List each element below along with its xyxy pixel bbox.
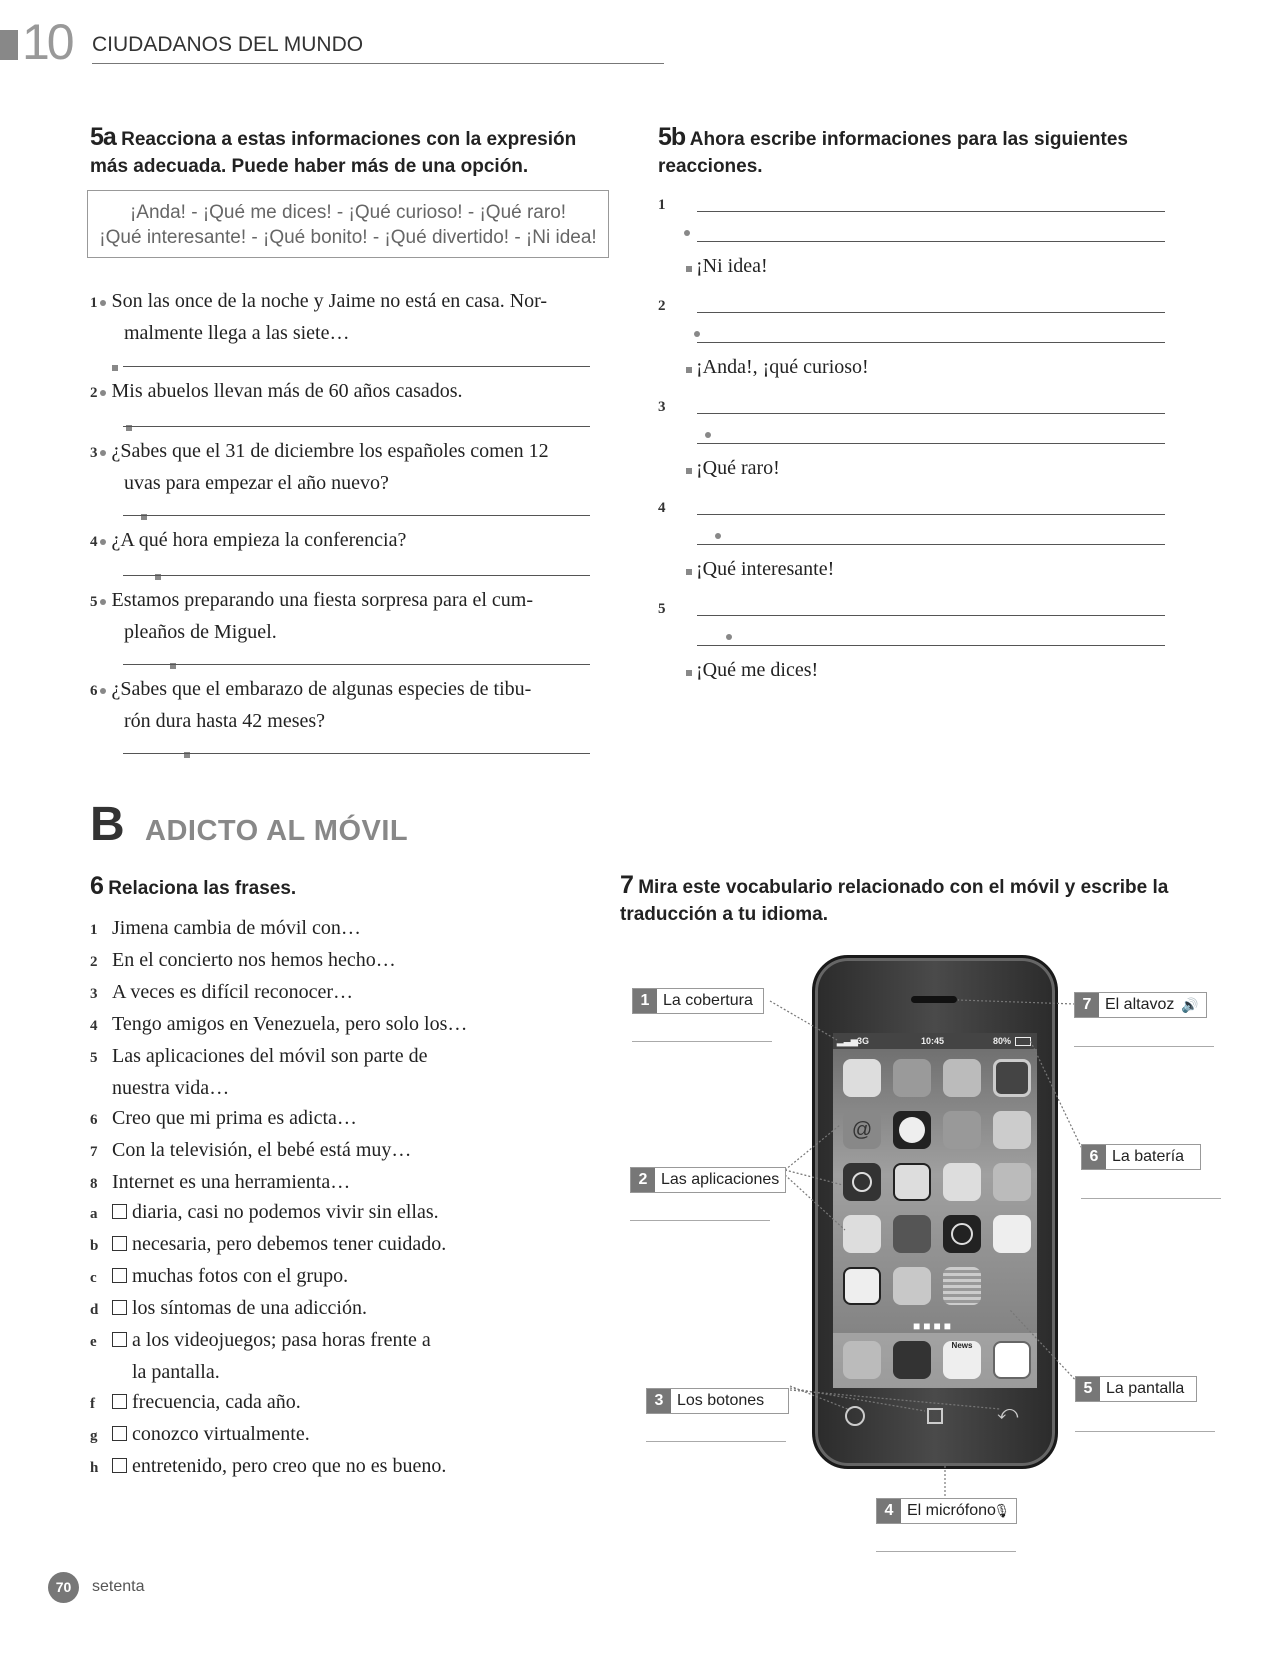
ex6-right-item: f frecuencia, cada año. — [90, 1391, 301, 1413]
ex6-right-item: g conozco virtualmente. — [90, 1423, 310, 1445]
speaker-icon: 🔊 — [1180, 997, 1199, 1013]
label-battery: 6 La batería — [1081, 1144, 1201, 1170]
ex5b-number-4: 4 — [658, 500, 666, 516]
back-button[interactable]: ⤺ — [997, 1402, 1019, 1424]
ex6-right-item: a diaria, casi no podemos vivir sin ellas. — [90, 1201, 439, 1223]
ex5a-item-2: 2 Mis abuelos llevan más de 60 años casados. — [90, 380, 463, 402]
ex6-number: 6 — [90, 872, 103, 900]
ex5b-reaction-2: ¡Anda!, ¡qué curioso! — [686, 352, 869, 382]
answer-line-screen[interactable] — [1075, 1431, 1215, 1432]
clock: 10:45 — [921, 1036, 945, 1046]
section-title: ADICTO AL MÓVIL — [145, 815, 409, 847]
page-number-badge — [48, 1572, 79, 1603]
ex6-right-item: h entretenido, pero creo que no es bueno. — [90, 1455, 447, 1477]
ex5a-instruction: Reacciona a estas informaciones con la expresión más adecuada. Puede haber más de una opción. — [90, 129, 577, 177]
signal-icon: ▂▃▅ — [837, 1036, 858, 1046]
ex5b-number: 5b — [658, 123, 686, 151]
ex6-right-item: b necesaria, pero debemos tener cuidado. — [90, 1233, 447, 1255]
answer-line-microphone[interactable] — [876, 1551, 1016, 1552]
ex6-left-item: 5 Las aplicaciones del móvil son parte de nuestra vida… — [90, 1045, 428, 1099]
battery-level: 80% — [993, 1036, 1012, 1046]
ex6-left-item: 7 Con la televisión, el bebé está muy… — [90, 1139, 412, 1161]
ex5b-number-5: 5 — [658, 601, 666, 617]
ex5b-number-1: 1 — [658, 197, 666, 213]
ex6-left-item: 2 En el concierto nos hemos hecho… — [90, 949, 396, 971]
page-word: setenta — [92, 1578, 145, 1595]
label-microphone: 4 El micrófono 🎙 — [876, 1498, 1017, 1524]
ex5b-reaction-3: ¡Qué raro! — [686, 453, 780, 483]
label-coverage: 1 La cobertura — [632, 988, 764, 1014]
network-type: 3G — [857, 1036, 870, 1046]
page-number: 70 — [55, 1579, 72, 1595]
ex6-left-item: 4 Tengo amigos en Venezuela, pero solo los… — [90, 1013, 468, 1035]
label-buttons: 3 Los botones — [646, 1388, 789, 1414]
page-dots: ■■■■ — [913, 1319, 954, 1333]
ex6-instruction: Relaciona las frases. — [108, 878, 297, 899]
ex5b-reaction-4: ¡Qué interesante! — [686, 554, 834, 584]
answer-line-speaker[interactable] — [1074, 1046, 1214, 1047]
ex5b-number-2: 2 — [658, 298, 666, 314]
ex6-right-item: e a los videojuegos; pasa horas frente a la pantalla. — [90, 1329, 431, 1383]
answer-line-apps[interactable] — [630, 1220, 770, 1221]
ex5a-item-6: 6 ¿Sabes que el embarazo de algunas especies de tibu- rón dura hasta 42 meses? — [90, 678, 532, 732]
unit-title: CIUDADANOS DEL MUNDO — [92, 33, 364, 56]
ex6-left-item: 8 Internet es una herramienta… — [90, 1171, 351, 1193]
answer-line-coverage[interactable] — [632, 1041, 772, 1042]
ex5a-item-4: 4 ¿A qué hora empieza la conferencia? — [90, 529, 407, 551]
ex5a-item-1: 1 Son las once de la noche y Jaime no está en casa. Nor- malmente llega a las siete… — [90, 290, 548, 344]
answer-line-battery[interactable] — [1081, 1198, 1221, 1199]
label-speaker: 7 El altavoz 🔊 — [1074, 992, 1207, 1018]
expression-line-2: ¡Qué interesante! - ¡Qué bonito! - ¡Qué divertido! - ¡Ni idea! — [99, 227, 597, 248]
microphone-icon: 🎙 — [993, 1503, 1010, 1518]
ex5b-number-3: 3 — [658, 399, 666, 415]
ex5a-item-5: 5 Estamos preparando una fiesta sorpresa para el cum- pleaños de Miguel. — [90, 589, 533, 643]
ex5b-instruction: Ahora escribe informaciones para las siguientes reacciones. — [658, 129, 1128, 177]
ex6-right-item: d los síntomas de una adicción. — [90, 1297, 367, 1319]
ex5a-number: 5a — [90, 123, 116, 151]
section-letter: B — [90, 798, 125, 851]
answer-line-buttons[interactable] — [646, 1441, 786, 1442]
unit-number: 10 — [22, 14, 72, 70]
ex5a-item-3: 3 ¿Sabes que el 31 de diciembre los españoles comen 12 uvas para empezar el año nuevo? — [90, 440, 549, 494]
expression-line-1: ¡Anda! - ¡Qué me dices! - ¡Qué curioso! - ¡Qué raro! — [129, 202, 567, 223]
ex6-left-item: 3 A veces es difícil reconocer… — [90, 981, 354, 1003]
label-screen: 5 La pantalla — [1075, 1376, 1197, 1402]
ex6-right-item: c muchas fotos con el grupo. — [90, 1265, 349, 1287]
ex7-number: 7 — [620, 871, 633, 899]
ex5b-reaction-5: ¡Qué me dices! — [686, 655, 818, 685]
ex6-left-item: 1 Jimena cambia de móvil con… — [90, 917, 361, 939]
news-label: News — [951, 1341, 973, 1350]
ex7-instruction: Mira este vocabulario relacionado con el móvil y escribe la traducción a tu idioma. — [620, 877, 1169, 925]
ex5b-reaction-1: ¡Ni idea! — [686, 251, 768, 281]
email-icon[interactable]: @ — [843, 1111, 881, 1149]
label-apps: 2 Las aplicaciones — [630, 1167, 786, 1193]
ex6-left-item: 6 Creo que mi prima es adicta… — [90, 1107, 357, 1129]
